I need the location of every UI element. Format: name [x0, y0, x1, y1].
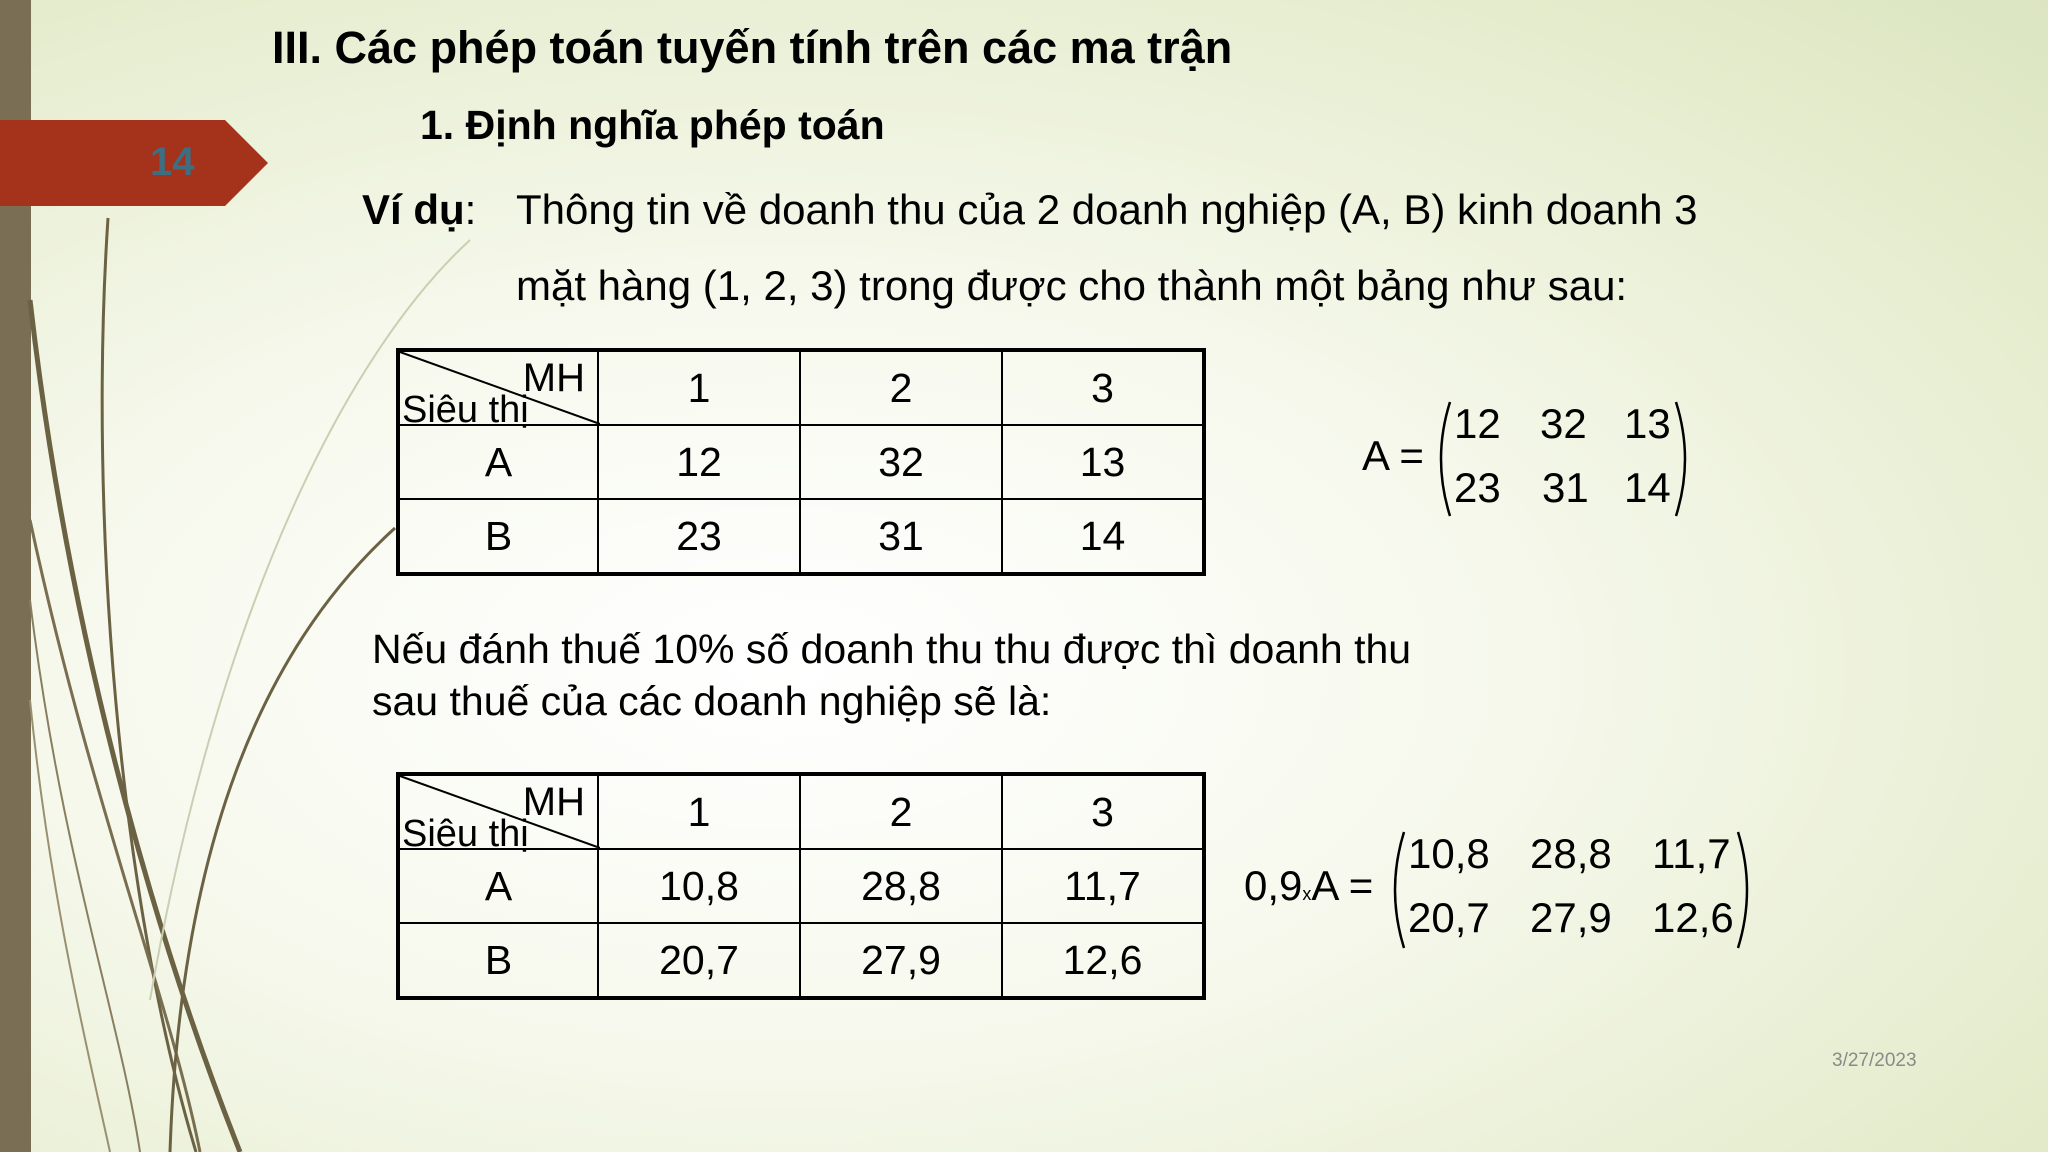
column-header: 2	[800, 350, 1002, 425]
matrix-a-label: A =	[1362, 432, 1424, 479]
table-corner-cell	[398, 774, 598, 855]
matrix-scaled-label	[1244, 862, 1373, 910]
table-corner-cell	[398, 350, 598, 431]
matrix-scaled-left-paren	[1384, 830, 1406, 950]
table-cell: 31	[800, 499, 1002, 574]
table-cell: 32	[800, 425, 1002, 499]
matrix-cell: 32	[1540, 400, 1587, 447]
corner-label-top: MH	[522, 356, 585, 400]
example-label	[362, 186, 476, 234]
table-cell: 28,8	[800, 849, 1002, 923]
table-row	[398, 923, 1204, 998]
after-tax-revenue-table	[396, 772, 1206, 1000]
example-colon: :	[464, 186, 477, 233]
row-label: B	[398, 499, 598, 574]
matrix-cell: 23	[1454, 464, 1501, 511]
matrix-scaled-right-paren	[1736, 830, 1758, 950]
corner-label-bottom: Siêu thị	[402, 389, 529, 431]
row-label: A	[398, 425, 598, 499]
matrix-cell: 12,6	[1652, 894, 1734, 941]
table-row	[398, 849, 1204, 923]
matrix-a-left-paren	[1430, 400, 1452, 518]
slide-number-tab	[0, 120, 270, 206]
table-cell: 12,6	[1002, 923, 1204, 998]
corner-label-bottom: Siêu thị	[402, 813, 529, 855]
slide-title: III. Các phép toán tuyến tính trên các ma trận	[272, 22, 1233, 73]
column-header: 1	[598, 350, 800, 425]
table-header-row	[398, 350, 1204, 425]
table-cell: 14	[1002, 499, 1204, 574]
matrix-name: A =	[1311, 862, 1374, 909]
matrix-cell: 27,9	[1530, 894, 1612, 941]
table-header-row	[398, 774, 1204, 849]
tax-text-line-2: sau thuế của các doanh nghiệp sẽ là:	[372, 678, 1052, 724]
table-row	[398, 499, 1204, 574]
table-cell: 27,9	[800, 923, 1002, 998]
corner-label-top: MH	[522, 780, 585, 824]
table-cell: 12	[598, 425, 800, 499]
slide-date: 3/27/2023	[1832, 1050, 1917, 1071]
matrix-cell: 10,8	[1408, 830, 1490, 877]
matrix-cell: 11,7	[1652, 830, 1731, 877]
matrix-cell: 28,8	[1530, 830, 1612, 877]
table-row	[398, 425, 1204, 499]
column-header: 1	[598, 774, 800, 849]
row-label: B	[398, 923, 598, 998]
matrix-cell: 14	[1624, 464, 1671, 511]
section-subtitle: 1. Định nghĩa phép toán	[420, 102, 885, 148]
table-cell: 23	[598, 499, 800, 574]
column-header: 2	[800, 774, 1002, 849]
table-cell: 20,7	[598, 923, 800, 998]
column-header: 3	[1002, 774, 1204, 849]
example-label-text: Ví dụ	[362, 186, 465, 233]
row-label: A	[398, 849, 598, 923]
multiply-sign: x	[1302, 884, 1312, 904]
matrix-cell: 12	[1454, 400, 1501, 447]
slide-number: 14	[150, 140, 195, 184]
revenue-table	[396, 348, 1206, 576]
table-cell: 10,8	[598, 849, 800, 923]
matrix-cell: 20,7	[1408, 894, 1490, 941]
table-cell: 11,7	[1002, 849, 1204, 923]
scalar-value: 0,9	[1244, 862, 1303, 909]
matrix-cell: 13	[1624, 400, 1671, 447]
example-text-line-1: Thông tin về doanh thu của 2 doanh nghiệp (A, B) kinh doanh 3	[516, 186, 1698, 233]
column-header: 3	[1002, 350, 1204, 425]
example-text-line-2: mặt hàng (1, 2, 3) trong được cho thành một bảng như sau:	[516, 262, 1628, 309]
table-cell: 13	[1002, 425, 1204, 499]
matrix-a-right-paren	[1674, 400, 1696, 518]
matrix-cell: 31	[1542, 464, 1589, 511]
tax-text-line-1: Nếu đánh thuế 10% số doanh thu thu được thì doanh thu	[372, 626, 1412, 672]
